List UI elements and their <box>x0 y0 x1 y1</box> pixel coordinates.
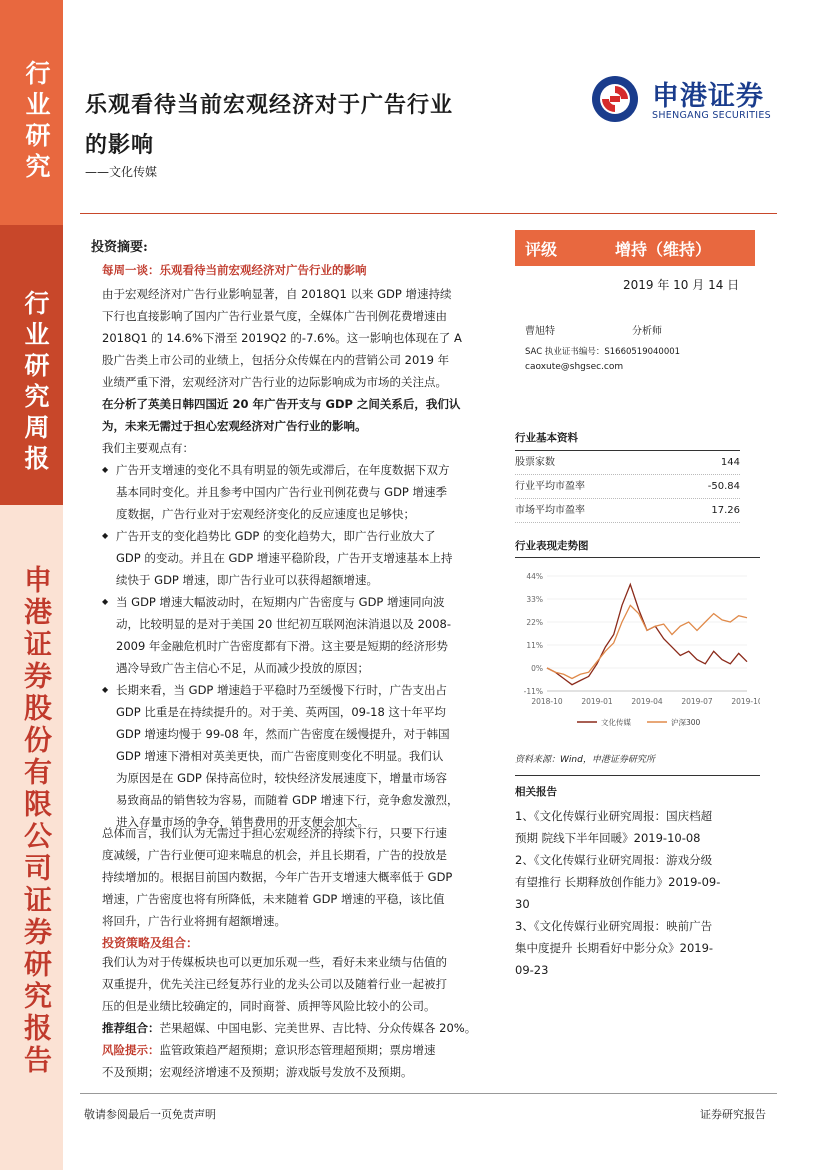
stat-value: -50.84 <box>707 481 740 492</box>
text-line: 股广告类上市公司的业绩上，包括分众传媒在内的营销公司 2019 年 <box>102 353 450 367</box>
industry-data-row <box>515 451 740 475</box>
chart-x-tick-label: 2018-10 <box>531 697 563 706</box>
weekly-title: 每周一谈：乐观看待当前宏观经济对广告行业的影响 <box>102 263 367 277</box>
footer-disclaimer: 敬请参阅最后一页免责声明 <box>84 1108 216 1121</box>
text-line: 度减缓，广告行业便可迎来喘息的机会，并且长期看，广告的投放是 <box>102 848 447 862</box>
logo-mark-icon <box>590 74 640 124</box>
chart-frame <box>515 557 760 738</box>
chart-series-line <box>547 605 747 678</box>
recommend-line <box>102 1017 482 1039</box>
risk-text-1: 监管政策趋严超预期；意识形态管理超预期；票房增速 <box>159 1043 436 1057</box>
text-line-bold: 为，未来无需过于担心宏观经济对广告行业的影响。 <box>102 419 367 433</box>
report-date: 2019 年 10 月 14 日 <box>623 278 740 292</box>
rating-bar <box>515 230 755 266</box>
chart-title: 行业表现走势图 <box>515 540 589 552</box>
text-line: 我们认为对于传媒板块也可以更加乐观一些，看好未来业绩与估值的 <box>102 955 447 969</box>
related-heading: 相关报告 <box>515 786 557 798</box>
text-line: 动，比较明显的是对于美国 20 世纪初互联网泡沫消退以及 2008- <box>116 617 452 631</box>
text-line: GDP 比重是在持续提升的。对于美、英两国，09-18 这十年平均 <box>116 705 446 719</box>
sac-line <box>525 345 680 357</box>
sidebar-bottom-label: 申港证券股份有限公司证券研究报告 <box>20 565 53 1077</box>
text-line: ◆ 长期来看，当 GDP 增速趋于平稳时乃至缓慢下行时，广告支出占 <box>116 683 448 697</box>
page-title-line1: 乐观看待当前宏观经济对于广告行业 <box>85 92 454 118</box>
footer-divider <box>80 1093 777 1094</box>
related-item[interactable] <box>515 849 755 915</box>
stat-label: 市场平均市盈率 <box>515 505 585 516</box>
chart-y-tick-label: 44% <box>526 572 543 581</box>
summary-heading: 投资摘要: <box>91 240 148 255</box>
chart-legend-label: 沪深300 <box>671 718 701 727</box>
page-subtitle: ——文化传媒 <box>85 165 158 179</box>
analyst-email: caoxute@shgsec.com <box>525 362 624 372</box>
text-line: 09-23 <box>515 963 549 977</box>
logo-en-text: SHENGANG SECURITIES <box>652 110 771 121</box>
text-line: ◆ 当 GDP 增速大幅波动时，在短期内广告密度与 GDP 增速同向波 <box>116 595 445 609</box>
related-divider <box>515 775 760 776</box>
stat-value: 17.26 <box>711 505 740 516</box>
summary-paragraph-1 <box>102 283 482 459</box>
text-line: 业绩严重下滑，宏观经济对广告行业的边际影响成为市场的关注点。 <box>102 375 447 389</box>
chart-x-tick-label: 2019-10 <box>731 697 760 706</box>
conclusion-paragraph <box>102 822 482 932</box>
chart-x-tick-label: 2019-01 <box>581 697 613 706</box>
text-line: 易致商品的销售较为容易，而随着 GDP 增速下行，竞争愈发激烈， <box>116 793 459 807</box>
risk-label: 风险提示： <box>102 1043 160 1057</box>
related-item[interactable] <box>515 805 755 849</box>
sac-number: S1660519040001 <box>604 347 681 357</box>
related-list <box>515 805 755 981</box>
text-line: 30 <box>515 897 530 911</box>
strategy-paragraph <box>102 951 482 1083</box>
industry-data-row <box>515 475 740 499</box>
sac-label: SAC 执业证书编号： <box>525 347 605 357</box>
text-line: 基本同时变化。并且参考中国内广告行业刊例花费与 GDP 增速季 <box>116 485 448 499</box>
text-line: 有望推行 长期释放创作能力》2019-09- <box>515 875 721 889</box>
related-item[interactable] <box>515 915 755 981</box>
industry-data-row <box>515 499 740 523</box>
page-title-line2: 的影响 <box>85 132 155 158</box>
text-line: 进入存量市场的争夺，销售费用的开支便会加大。 <box>116 815 369 829</box>
text-line: 2、《文化传媒行业研究周报：游戏分级 <box>515 853 713 867</box>
text-line: 2009 年金融危机时广告密度都有下滑。这主要是短期的经济形势 <box>116 639 448 653</box>
chart-x-tick-label: 2019-07 <box>681 697 713 706</box>
chart-y-tick-label: 0% <box>531 664 543 673</box>
analyst-name: 曹旭特 <box>525 326 555 337</box>
text-line: 2018Q1 的 14.6%下滑至 2019Q2 的-7.6%。这一影响也体现在了 A <box>102 331 462 345</box>
text-line: 由于宏观经济对广告行业影响显著，自 2018Q1 以来 GDP 增速持续 <box>102 287 452 301</box>
text-line-bold: 在分析了英美日韩四国近 20 年广告开支与 GDP 之间关系后，我们认 <box>102 397 461 411</box>
logo-cn-text: 申港证券 <box>652 81 764 112</box>
views-list <box>102 459 482 833</box>
sidebar-mid-label: 行业研究周报 <box>21 290 50 476</box>
risk-line <box>102 1039 482 1061</box>
rating-label: 评级 <box>525 240 558 259</box>
header-divider <box>80 213 777 214</box>
recommend-text: 芒果超媒、中国电影、完美世界、吉比特、分众传媒各 20%。 <box>159 1021 477 1035</box>
text-line: 不及预期；宏观经济增速不及预期；游戏版号发放不及预期。 <box>102 1065 413 1079</box>
chart-x-tick-label: 2019-04 <box>631 697 663 706</box>
text-line: 总体而言，我们认为无需过于担心宏观经济的持续下行，只要下行速 <box>102 826 447 840</box>
view-bullet <box>102 459 482 525</box>
chart-series-line <box>547 584 747 684</box>
text-line: 遇冷导致广告主信心不足，从而减少投放的原因； <box>116 661 369 675</box>
sidebar-top-label: 行业研究 <box>22 60 51 184</box>
recommend-label: 推荐组合： <box>102 1021 160 1035</box>
text-line: ◆ 广告开支的变化趋势比 GDP 的变化趋势大，即广告行业放大了 <box>116 529 436 543</box>
text-line: 压的但是业绩比较确定的，同时商誉、质押等风险比较小的公司。 <box>102 999 436 1013</box>
text-line: 增速，广告密度也将有所降低，未来随着 GDP 增速的平稳，该比值 <box>102 892 445 906</box>
text-line: GDP 增速下滑相对英美更快，而广告密度则变化不明显。我们认 <box>116 749 444 763</box>
view-bullet <box>102 679 482 833</box>
text-line: 3、《文化传媒行业研究周报：映前广告 <box>515 919 713 933</box>
chart-source: 资料来源：Wind，申港证券研究所 <box>515 755 655 765</box>
company-logo <box>590 72 790 127</box>
footer-report-type: 证券研究报告 <box>700 1108 766 1121</box>
views-intro: 我们主要观点有： <box>102 441 194 455</box>
industry-data-section <box>515 430 740 523</box>
rating-value: 增持（维持） <box>615 240 712 259</box>
industry-data-heading: 行业基本资料 <box>515 430 740 451</box>
chart-y-tick-label: 11% <box>526 641 543 650</box>
stat-label: 行业平均市盈率 <box>515 481 585 492</box>
text-line: GDP 增速均慢于 99-08 年，然而广告密度在缓慢提升，对于韩国 <box>116 727 450 741</box>
trend-chart <box>515 558 760 738</box>
text-line: ◆ 广告开支增速的变化不具有明显的领先或滞后，在年度数据下双方 <box>116 463 450 477</box>
text-line: 预期 院线下半年回暖》2019-10-08 <box>515 831 701 845</box>
text-line: 将回升，广告行业将拥有超额增速。 <box>102 914 286 928</box>
chart-y-tick-label: 33% <box>526 595 543 604</box>
text-line: 下行也直接影响了国内广告行业景气度，全媒体广告刊例花费增速由 <box>102 309 447 323</box>
stat-value: 144 <box>720 457 740 468</box>
strategy-heading: 投资策略及组合： <box>102 936 199 950</box>
text-line: 集中度提升 长期看好中影分众》2019- <box>515 941 714 955</box>
text-line: 持续增加的。根据目前国内数据，今年广告开支增速大概率低于 GDP <box>102 870 453 884</box>
view-bullet <box>102 525 482 591</box>
text-line: 1、《文化传媒行业研究周报：国庆档超 <box>515 809 713 823</box>
view-bullet <box>102 591 482 679</box>
stat-label: 股票家数 <box>515 457 555 468</box>
chart-y-tick-label: 22% <box>526 618 543 627</box>
text-line: 为原因是在 GDP 保持高位时，较快经济发展速度下，增量市场容 <box>116 771 448 785</box>
analyst-title: 分析师 <box>632 326 662 337</box>
text-line: GDP 的变动。并且在 GDP 增速平稳阶段，广告开支增速基本上持 <box>116 551 453 565</box>
text-line: 双重提升，优先关注已经复苏行业的龙头公司以及随着行业一起被打 <box>102 977 447 991</box>
text-line: 续快于 GDP 增速，即广告行业可以获得超额增速。 <box>116 573 379 587</box>
chart-legend-label: 文化传媒 <box>601 718 631 727</box>
chart-y-tick-label: -11% <box>523 687 543 696</box>
text-line: 度数据，广告行业对于宏观经济变化的反应速度也足够快； <box>116 507 415 521</box>
